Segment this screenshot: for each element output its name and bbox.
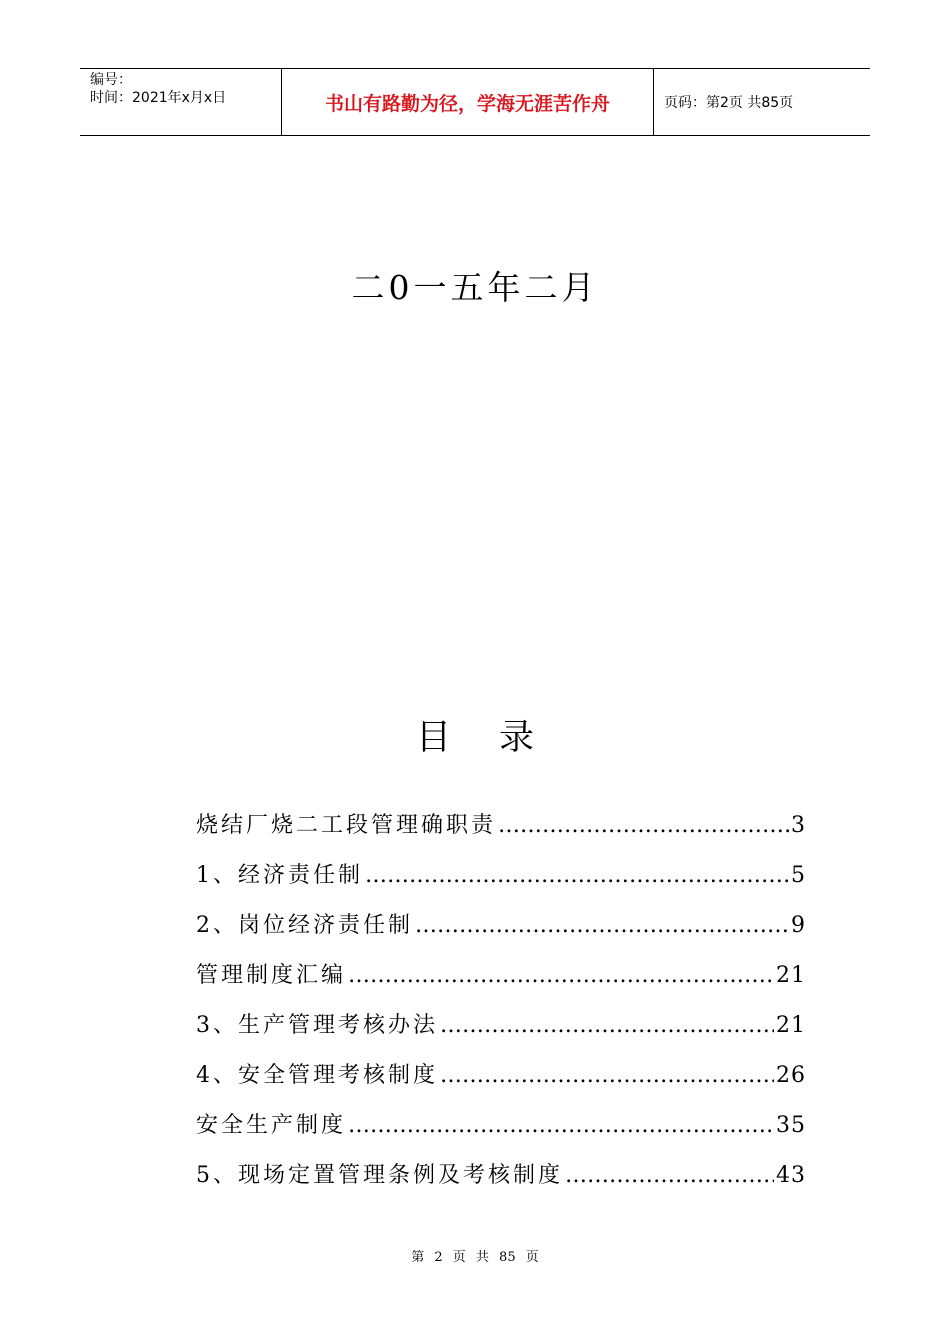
toc-entry[interactable] (196, 958, 806, 1008)
toc-entry[interactable] (196, 1108, 806, 1158)
toc-entry-page: 21 (776, 1013, 806, 1038)
page-header (80, 68, 870, 136)
toc-entry-label: 管理制度汇编 (196, 963, 347, 988)
header-page-info (654, 69, 870, 135)
toc-title-left: 目 (415, 718, 451, 758)
toc-title-right: 录 (499, 718, 535, 758)
page-info-text: 页码：第2页 共85页 (664, 95, 794, 111)
toc-title (0, 710, 950, 760)
toc-leader-dots (440, 1063, 774, 1088)
toc-entry[interactable] (196, 858, 806, 908)
toc-leader-dots (498, 813, 789, 838)
header-motto (282, 69, 654, 135)
table-of-contents (196, 808, 806, 1208)
toc-leader-dots (348, 1113, 774, 1138)
toc-entry[interactable] (196, 1058, 806, 1108)
toc-entry-page: 35 (776, 1113, 806, 1138)
toc-entry-label: 1、经济责任制 (196, 863, 363, 888)
motto-text: 书山有路勤为径，学海无涯苦作舟 (324, 92, 610, 115)
toc-entry-label: 4、安全管理考核制度 (196, 1063, 438, 1088)
toc-entry-page: 9 (791, 913, 806, 938)
time-label: 时间：2021年x月x日 (90, 90, 227, 106)
toc-leader-dots (365, 863, 789, 888)
page-footer: 第 2 页 共 85 页 (411, 1250, 539, 1265)
date-title: 二0一五年二月 (351, 268, 599, 307)
toc-entry-label: 安全生产制度 (196, 1113, 347, 1138)
toc-entry[interactable] (196, 1008, 806, 1058)
toc-entry-page: 21 (776, 963, 806, 988)
toc-entry-page: 26 (776, 1063, 806, 1088)
toc-entry[interactable] (196, 908, 806, 958)
toc-entry-label: 5、现场定置管理条例及考核制度 (196, 1163, 563, 1188)
toc-leader-dots (348, 963, 774, 988)
toc-leader-dots (415, 913, 789, 938)
toc-entry-label: 烧结厂烧二工段管理确职责 (196, 813, 497, 838)
toc-entry-page: 5 (791, 863, 806, 888)
toc-entry-page: 3 (791, 813, 806, 838)
toc-entry[interactable] (196, 1158, 806, 1208)
toc-entry[interactable] (196, 808, 806, 858)
header-meta (80, 69, 282, 135)
number-label: 编号： (90, 72, 132, 88)
toc-leader-dots (565, 1163, 774, 1188)
toc-leader-dots (440, 1013, 774, 1038)
toc-entry-page: 43 (776, 1163, 806, 1188)
toc-entry-label: 3、生产管理考核办法 (196, 1013, 438, 1038)
toc-entry-label: 2、岗位经济责任制 (196, 913, 413, 938)
